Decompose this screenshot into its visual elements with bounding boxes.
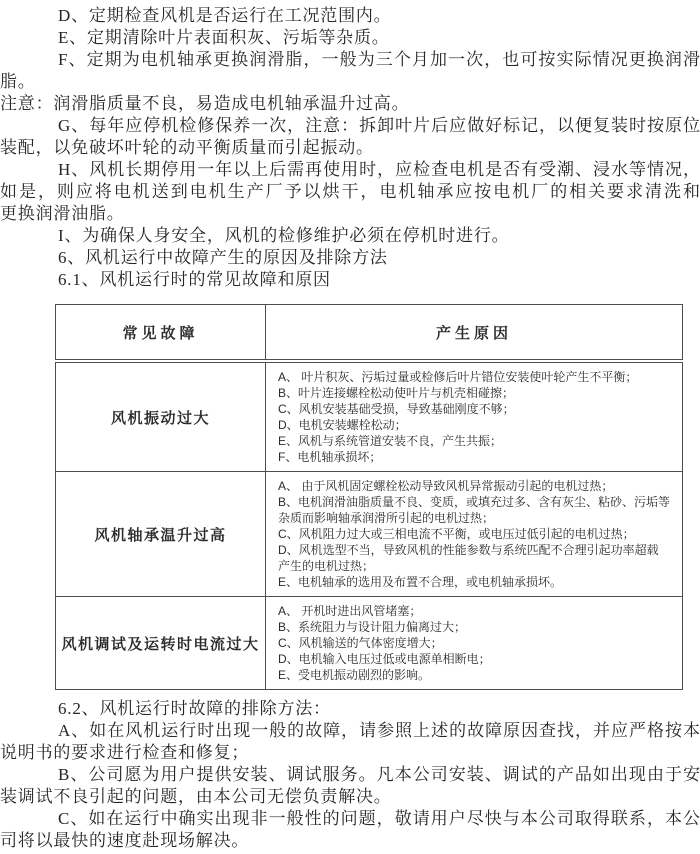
paragraph-line: A、如在风机运行时出现一般的故障，请参照上述的故障原因查找，并应严格按本	[58, 721, 700, 740]
cause-item: E、风机与系统管道安装不良，产生共振；	[278, 434, 503, 448]
fault-table-body	[56, 361, 683, 690]
cause-item: A、 开机时进出风管堵塞；	[278, 604, 422, 618]
cause-item: D、风机选型不当，导致风机的性能参数与系统匹配不合理引起功率超载产生的电机过热；	[278, 543, 659, 573]
cause-list	[266, 361, 683, 472]
paragraph-line: 如是，则应将电机送到电机生产厂予以烘干，电机轴承应按电机厂的相关要求清洗和	[0, 182, 700, 201]
cause-item: E、电机轴承的选用及布置不合理，或电机轴承损坏。	[278, 575, 563, 589]
paragraph-line: 装调试不良引起的问题，由本公司无偿负责解决。	[0, 787, 392, 806]
cause-item: C、风机输送的气体密度增大；	[278, 636, 443, 650]
fault-table-row	[56, 472, 683, 597]
fault-name: 风机调试及运转时电流过大	[56, 597, 266, 690]
paragraph-line: D、定期检查风机是否运行在工况范围内。	[58, 6, 392, 25]
paragraph-line: 装配，以免破坏叶轮的动平衡质量而引起振动。	[0, 138, 374, 157]
paragraph-line: 司将以最快的速度赴现场解决。	[0, 831, 250, 850]
cause-item: C、风机安装基础受损，导致基础刚度不够；	[278, 402, 515, 416]
fault-table-row	[56, 361, 683, 472]
cause-item: F、电机轴承损坏；	[278, 450, 382, 464]
fault-table-header-row	[56, 305, 683, 362]
cause-item: B、系统阻力与设计阻力偏离过大；	[278, 620, 467, 634]
fault-table-row	[56, 597, 683, 690]
cause-item: A、 由于风机固定螺栓松动导致风机异常振动引起的电机过热；	[278, 479, 614, 493]
section-heading: 6.2、风机运行时故障的排除方法：	[58, 699, 331, 718]
paragraph-line: 脂。	[0, 72, 36, 91]
cause-item: E、受电机振动剧烈的影响。	[278, 668, 431, 682]
cause-item: D、电机安装螺栓松动；	[278, 418, 407, 432]
cause-item: C、风机阻力过大或三相电流不平衡，或电压过低引起的电机过热；	[278, 527, 635, 541]
paragraph-line: 注意：润滑脂质量不良，易造成电机轴承温升过高。	[0, 94, 410, 113]
cause-item: A、 叶片积灰、污垢过量或检修后叶片错位安装使叶轮产生不平衡；	[278, 370, 638, 384]
troubleshooting-section	[0, 698, 700, 852]
paragraph-line: F、定期为电机轴承更换润滑脂，一般为三个月加一次，也可按实际情况更换润滑	[58, 50, 700, 69]
section-heading: 6、风机运行中故障产生的原因及排除方法	[58, 248, 388, 267]
cause-item: B、叶片连接螺栓松动使叶片与机壳相碰擦；	[278, 386, 515, 400]
paragraph-line: H、风机长期停用一年以上后需再使用时，应检查电机是否有受潮、浸水等情况，	[58, 160, 700, 179]
paragraph-line: I、为确保人身安全，风机的检修维护必须在停机时进行。	[58, 226, 510, 245]
maintenance-section	[0, 0, 700, 291]
cause-item: D、电机输入电压过低或电源单相断电；	[278, 652, 491, 666]
paragraph-line: 更换润滑油脂。	[0, 204, 125, 223]
fault-name: 风机振动过大	[56, 361, 266, 472]
paragraph-line: E、定期清除叶片表面积灰、污垢等杂质。	[58, 28, 390, 47]
paragraph-line: B、公司愿为用户提供安装、调试服务。凡本公司安装、调试的产品如出现由于安	[58, 765, 700, 784]
cause-list	[266, 472, 683, 597]
paragraph-line: 说明书的要求进行检查和修复；	[0, 743, 250, 762]
fault-name: 风机轴承温升过高	[56, 472, 266, 597]
cause-item: B、电机润滑油脂质量不良、变质，或填充过多、含有灰尘、粘砂、污垢等杂质而影响轴承润滑所引起的电机过热；	[278, 495, 671, 525]
cause-list	[266, 597, 683, 690]
fault-column-header: 常见故障	[56, 305, 266, 362]
cause-column-header: 产生原因	[266, 305, 683, 362]
paragraph-line: G、每年应停机检修保养一次，注意：拆卸叶片后应做好标记，以便复装时按原位	[58, 116, 700, 135]
section-heading: 6.1、风机运行时的常见故障和原因	[58, 270, 331, 289]
paragraph-line: C、如在运行中确实出现非一般性的问题，敬请用户尽快与本公司取得联系，本公	[58, 809, 700, 828]
fault-table	[55, 304, 683, 690]
